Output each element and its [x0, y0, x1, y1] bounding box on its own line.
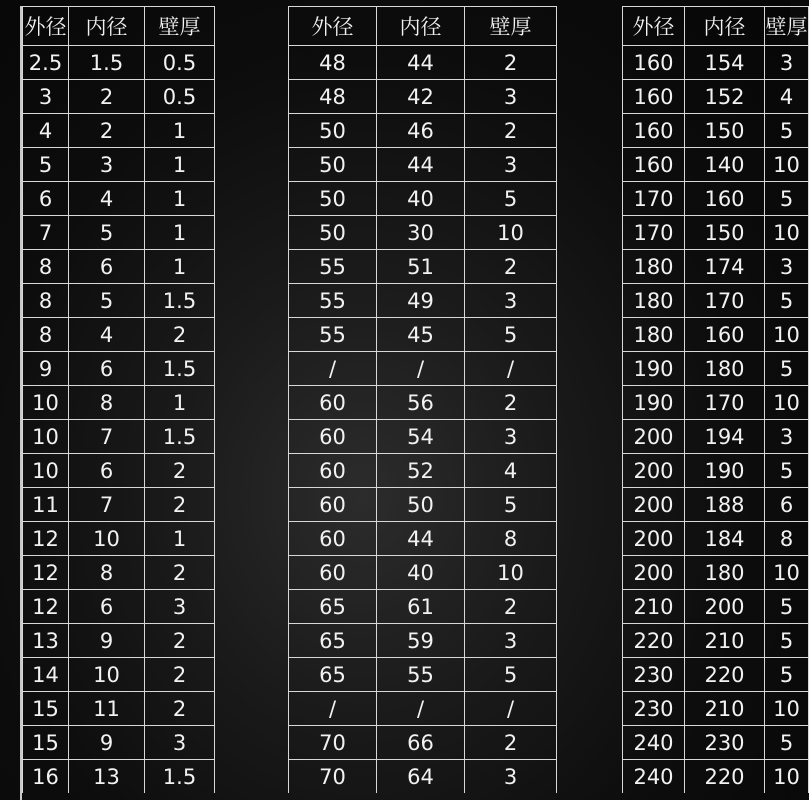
cell-outer-diameter-group3: 240 — [623, 760, 685, 794]
cell-outer-diameter-group2: 55 — [289, 318, 377, 352]
table-row — [23, 284, 809, 318]
cell-inner-diameter-group2: / — [377, 692, 465, 726]
cell-outer-diameter-group2: 50 — [289, 216, 377, 250]
table-row — [23, 420, 809, 454]
cell-inner-diameter-group3: 200 — [685, 590, 765, 624]
cell-inner-diameter-group2: 44 — [377, 522, 465, 556]
cell-inner-diameter-group3: 170 — [685, 386, 765, 420]
cell-inner-diameter-group1: 8 — [69, 556, 145, 590]
table-row — [23, 624, 809, 658]
cell-wall-thickness-group3: 5 — [765, 284, 809, 318]
cell-inner-diameter-group3: 160 — [685, 182, 765, 216]
cell-wall-thickness-group3: 10 — [765, 760, 809, 794]
cell-wall-thickness-group2: / — [465, 692, 557, 726]
table-row — [23, 488, 809, 522]
cell-wall-thickness-group2: 3 — [465, 760, 557, 794]
cell-wall-thickness-group2: 3 — [465, 148, 557, 182]
cell-wall-thickness-group1: 2 — [145, 488, 215, 522]
cell-wall-thickness-group3: 6 — [765, 488, 809, 522]
cell-inner-diameter-group3: 160 — [685, 318, 765, 352]
cell-wall-thickness-group3: 10 — [765, 692, 809, 726]
cell-wall-thickness-group1: 2 — [145, 658, 215, 692]
cell-outer-diameter-group2: 60 — [289, 386, 377, 420]
cell-inner-diameter-group1: 5 — [69, 216, 145, 250]
cell-inner-diameter-group3: 210 — [685, 692, 765, 726]
table-row — [23, 760, 809, 794]
cell-inner-diameter-group2: 30 — [377, 216, 465, 250]
cell-wall-thickness-group1: 3 — [145, 726, 215, 760]
cell-inner-diameter-group3: 220 — [685, 760, 765, 794]
cell-inner-diameter-group1: 2 — [69, 114, 145, 148]
cell-outer-diameter-group3: 190 — [623, 352, 685, 386]
group-separator — [557, 624, 623, 658]
cell-outer-diameter-group1: 5 — [23, 148, 69, 182]
cell-outer-diameter-group1: 12 — [23, 590, 69, 624]
cell-inner-diameter-group1: 2 — [69, 80, 145, 114]
table-row — [23, 80, 809, 114]
cell-wall-thickness-group1: 1.5 — [145, 284, 215, 318]
group-separator — [557, 114, 623, 148]
group-separator — [215, 182, 289, 216]
group-separator — [557, 250, 623, 284]
header-outer-diameter-group3: 外径 — [623, 7, 685, 46]
cell-wall-thickness-group2: 2 — [465, 250, 557, 284]
group-separator — [557, 7, 623, 46]
cell-wall-thickness-group1: 1 — [145, 522, 215, 556]
header-inner-diameter-group1: 内径 — [69, 7, 145, 46]
group-separator — [215, 7, 289, 46]
group-separator — [557, 386, 623, 420]
cell-outer-diameter-group1: 15 — [23, 726, 69, 760]
cell-wall-thickness-group3: 8 — [765, 522, 809, 556]
cell-inner-diameter-group1: 6 — [69, 250, 145, 284]
cell-inner-diameter-group2: 54 — [377, 420, 465, 454]
header-row — [23, 7, 809, 46]
group-separator — [557, 318, 623, 352]
cell-wall-thickness-group1: 3 — [145, 590, 215, 624]
cell-outer-diameter-group3: 160 — [623, 46, 685, 80]
cell-wall-thickness-group1: 2 — [145, 624, 215, 658]
group-separator — [215, 726, 289, 760]
cell-outer-diameter-group2: 48 — [289, 80, 377, 114]
cell-wall-thickness-group1: 0.5 — [145, 46, 215, 80]
cell-wall-thickness-group3: 10 — [765, 216, 809, 250]
cell-wall-thickness-group3: 5 — [765, 114, 809, 148]
cell-outer-diameter-group2: 70 — [289, 760, 377, 794]
cell-wall-thickness-group2: 2 — [465, 726, 557, 760]
cell-inner-diameter-group3: 170 — [685, 284, 765, 318]
cell-outer-diameter-group3: 220 — [623, 624, 685, 658]
cell-inner-diameter-group2: 59 — [377, 624, 465, 658]
cell-outer-diameter-group2: / — [289, 692, 377, 726]
table-row — [23, 148, 809, 182]
cell-wall-thickness-group2: 10 — [465, 556, 557, 590]
cell-inner-diameter-group2: 56 — [377, 386, 465, 420]
cell-inner-diameter-group3: 180 — [685, 352, 765, 386]
cell-outer-diameter-group2: 55 — [289, 284, 377, 318]
cell-outer-diameter-group2: 48 — [289, 46, 377, 80]
cell-outer-diameter-group1: 12 — [23, 556, 69, 590]
cell-inner-diameter-group2: 50 — [377, 488, 465, 522]
cell-wall-thickness-group1: 1 — [145, 250, 215, 284]
group-separator — [215, 318, 289, 352]
cell-inner-diameter-group1: 6 — [69, 590, 145, 624]
table-body — [23, 7, 809, 794]
cell-wall-thickness-group1: 1 — [145, 114, 215, 148]
cell-outer-diameter-group2: 50 — [289, 182, 377, 216]
cell-outer-diameter-group1: 16 — [23, 760, 69, 794]
cell-wall-thickness-group3: 10 — [765, 148, 809, 182]
cell-inner-diameter-group2: 66 — [377, 726, 465, 760]
cell-outer-diameter-group3: 200 — [623, 454, 685, 488]
cell-inner-diameter-group1: 7 — [69, 488, 145, 522]
cell-wall-thickness-group3: 5 — [765, 658, 809, 692]
table-row — [23, 250, 809, 284]
cell-inner-diameter-group3: 150 — [685, 216, 765, 250]
group-separator — [215, 590, 289, 624]
cell-wall-thickness-group1: 1.5 — [145, 420, 215, 454]
group-separator — [557, 760, 623, 794]
cell-wall-thickness-group1: 1 — [145, 216, 215, 250]
cell-outer-diameter-group2: 60 — [289, 556, 377, 590]
cell-wall-thickness-group1: 2 — [145, 556, 215, 590]
cell-outer-diameter-group3: 160 — [623, 114, 685, 148]
cell-inner-diameter-group3: 220 — [685, 658, 765, 692]
group-separator — [215, 692, 289, 726]
group-separator — [215, 624, 289, 658]
group-separator — [557, 284, 623, 318]
group-separator — [215, 46, 289, 80]
cell-inner-diameter-group1: 7 — [69, 420, 145, 454]
table-row — [23, 352, 809, 386]
group-separator — [557, 454, 623, 488]
group-separator — [215, 760, 289, 794]
header-inner-diameter-group3: 内径 — [685, 7, 765, 46]
header-outer-diameter-group1: 外径 — [23, 7, 69, 46]
cell-inner-diameter-group2: 52 — [377, 454, 465, 488]
cell-inner-diameter-group1: 6 — [69, 352, 145, 386]
table-row — [23, 216, 809, 250]
cell-outer-diameter-group3: 200 — [623, 488, 685, 522]
cell-inner-diameter-group3: 210 — [685, 624, 765, 658]
cell-outer-diameter-group1: 14 — [23, 658, 69, 692]
cell-inner-diameter-group2: 51 — [377, 250, 465, 284]
cell-wall-thickness-group1: 0.5 — [145, 80, 215, 114]
cell-wall-thickness-group2: 5 — [465, 182, 557, 216]
group-separator — [215, 658, 289, 692]
cell-outer-diameter-group3: 200 — [623, 556, 685, 590]
group-separator — [215, 284, 289, 318]
cell-inner-diameter-group2: 45 — [377, 318, 465, 352]
cell-wall-thickness-group2: 3 — [465, 420, 557, 454]
cell-wall-thickness-group3: 3 — [765, 250, 809, 284]
cell-inner-diameter-group2: 64 — [377, 760, 465, 794]
table-row — [23, 658, 809, 692]
cell-inner-diameter-group2: 40 — [377, 556, 465, 590]
cell-inner-diameter-group1: 6 — [69, 454, 145, 488]
cell-wall-thickness-group3: 4 — [765, 80, 809, 114]
pipe-dimension-table — [22, 6, 809, 793]
cell-wall-thickness-group3: 5 — [765, 352, 809, 386]
cell-inner-diameter-group1: 11 — [69, 692, 145, 726]
cell-inner-diameter-group2: / — [377, 352, 465, 386]
cell-outer-diameter-group3: 170 — [623, 182, 685, 216]
header-wall-thickness-group3: 壁厚 — [765, 7, 809, 46]
cell-wall-thickness-group1: 2 — [145, 318, 215, 352]
cell-outer-diameter-group1: 2.5 — [23, 46, 69, 80]
cell-outer-diameter-group3: 230 — [623, 692, 685, 726]
cell-wall-thickness-group1: 1 — [145, 386, 215, 420]
cell-inner-diameter-group3: 194 — [685, 420, 765, 454]
table-row — [23, 386, 809, 420]
cell-outer-diameter-group1: 15 — [23, 692, 69, 726]
cell-wall-thickness-group3: 3 — [765, 46, 809, 80]
group-separator — [557, 46, 623, 80]
group-separator — [215, 556, 289, 590]
group-separator — [215, 420, 289, 454]
cell-inner-diameter-group3: 140 — [685, 148, 765, 182]
cell-outer-diameter-group3: 230 — [623, 658, 685, 692]
header-outer-diameter-group2: 外径 — [289, 7, 377, 46]
cell-outer-diameter-group2: 60 — [289, 420, 377, 454]
cell-wall-thickness-group2: 5 — [465, 318, 557, 352]
cell-wall-thickness-group2: 2 — [465, 114, 557, 148]
group-separator — [215, 148, 289, 182]
cell-outer-diameter-group1: 8 — [23, 284, 69, 318]
group-separator — [215, 114, 289, 148]
cell-inner-diameter-group3: 150 — [685, 114, 765, 148]
cell-outer-diameter-group1: 7 — [23, 216, 69, 250]
cell-outer-diameter-group1: 10 — [23, 454, 69, 488]
cell-wall-thickness-group3: 5 — [765, 454, 809, 488]
cell-outer-diameter-group1: 12 — [23, 522, 69, 556]
cell-outer-diameter-group2: 60 — [289, 488, 377, 522]
cell-wall-thickness-group1: 2 — [145, 692, 215, 726]
table-row — [23, 590, 809, 624]
cell-inner-diameter-group3: 174 — [685, 250, 765, 284]
group-separator — [215, 386, 289, 420]
cell-inner-diameter-group1: 3 — [69, 148, 145, 182]
cell-inner-diameter-group2: 44 — [377, 46, 465, 80]
table-row — [23, 182, 809, 216]
group-separator — [557, 216, 623, 250]
cell-wall-thickness-group1: 1.5 — [145, 760, 215, 794]
group-separator — [557, 590, 623, 624]
cell-inner-diameter-group1: 10 — [69, 658, 145, 692]
cell-wall-thickness-group2: 5 — [465, 488, 557, 522]
cell-inner-diameter-group2: 55 — [377, 658, 465, 692]
cell-outer-diameter-group2: 50 — [289, 114, 377, 148]
cell-inner-diameter-group1: 13 — [69, 760, 145, 794]
cell-outer-diameter-group2: 65 — [289, 590, 377, 624]
cell-outer-diameter-group2: 65 — [289, 624, 377, 658]
table-row — [23, 318, 809, 352]
cell-outer-diameter-group3: 180 — [623, 284, 685, 318]
cell-wall-thickness-group2: 2 — [465, 590, 557, 624]
group-separator — [215, 80, 289, 114]
cell-outer-diameter-group2: 65 — [289, 658, 377, 692]
cell-inner-diameter-group1: 4 — [69, 182, 145, 216]
cell-outer-diameter-group1: 10 — [23, 420, 69, 454]
cell-outer-diameter-group2: 55 — [289, 250, 377, 284]
cell-outer-diameter-group1: 13 — [23, 624, 69, 658]
cell-wall-thickness-group1: 1 — [145, 182, 215, 216]
cell-outer-diameter-group2: / — [289, 352, 377, 386]
table-row — [23, 726, 809, 760]
cell-wall-thickness-group3: 5 — [765, 726, 809, 760]
cell-wall-thickness-group2: 2 — [465, 386, 557, 420]
cell-inner-diameter-group1: 1.5 — [69, 46, 145, 80]
cell-inner-diameter-group3: 180 — [685, 556, 765, 590]
cell-wall-thickness-group2: / — [465, 352, 557, 386]
cell-outer-diameter-group2: 50 — [289, 148, 377, 182]
group-separator — [557, 692, 623, 726]
cell-outer-diameter-group1: 3 — [23, 80, 69, 114]
group-separator — [215, 488, 289, 522]
cell-outer-diameter-group1: 8 — [23, 318, 69, 352]
cell-inner-diameter-group1: 5 — [69, 284, 145, 318]
cell-outer-diameter-group3: 170 — [623, 216, 685, 250]
cell-wall-thickness-group3: 5 — [765, 182, 809, 216]
cell-inner-diameter-group1: 10 — [69, 522, 145, 556]
cell-outer-diameter-group3: 190 — [623, 386, 685, 420]
cell-wall-thickness-group2: 3 — [465, 284, 557, 318]
cell-outer-diameter-group3: 160 — [623, 80, 685, 114]
cell-outer-diameter-group3: 210 — [623, 590, 685, 624]
group-separator — [215, 454, 289, 488]
group-separator — [557, 148, 623, 182]
group-separator — [557, 80, 623, 114]
group-separator — [215, 216, 289, 250]
cell-wall-thickness-group3: 5 — [765, 624, 809, 658]
table-row — [23, 114, 809, 148]
group-separator — [557, 352, 623, 386]
cell-inner-diameter-group1: 8 — [69, 386, 145, 420]
cell-outer-diameter-group2: 60 — [289, 522, 377, 556]
cell-outer-diameter-group1: 10 — [23, 386, 69, 420]
table-row — [23, 46, 809, 80]
group-separator — [557, 182, 623, 216]
cell-outer-diameter-group2: 70 — [289, 726, 377, 760]
cell-outer-diameter-group3: 240 — [623, 726, 685, 760]
group-separator — [557, 522, 623, 556]
cell-outer-diameter-group1: 8 — [23, 250, 69, 284]
cell-outer-diameter-group3: 200 — [623, 420, 685, 454]
cell-inner-diameter-group2: 40 — [377, 182, 465, 216]
cell-inner-diameter-group2: 46 — [377, 114, 465, 148]
cell-inner-diameter-group1: 9 — [69, 624, 145, 658]
cell-inner-diameter-group2: 49 — [377, 284, 465, 318]
group-separator — [557, 488, 623, 522]
cell-wall-thickness-group1: 1.5 — [145, 352, 215, 386]
cell-outer-diameter-group3: 180 — [623, 318, 685, 352]
cell-wall-thickness-group2: 3 — [465, 624, 557, 658]
group-separator — [557, 420, 623, 454]
group-separator — [557, 726, 623, 760]
cell-outer-diameter-group3: 180 — [623, 250, 685, 284]
cell-wall-thickness-group3: 10 — [765, 386, 809, 420]
cell-wall-thickness-group2: 8 — [465, 522, 557, 556]
cell-inner-diameter-group3: 190 — [685, 454, 765, 488]
cell-inner-diameter-group1: 9 — [69, 726, 145, 760]
table-row — [23, 522, 809, 556]
cell-outer-diameter-group3: 160 — [623, 148, 685, 182]
cell-wall-thickness-group2: 10 — [465, 216, 557, 250]
group-separator — [215, 522, 289, 556]
cell-inner-diameter-group2: 44 — [377, 148, 465, 182]
group-separator — [215, 250, 289, 284]
header-wall-thickness-group1: 壁厚 — [145, 7, 215, 46]
cell-outer-diameter-group1: 4 — [23, 114, 69, 148]
header-inner-diameter-group2: 内径 — [377, 7, 465, 46]
cell-wall-thickness-group2: 2 — [465, 46, 557, 80]
cell-outer-diameter-group1: 11 — [23, 488, 69, 522]
table-row — [23, 454, 809, 488]
cell-wall-thickness-group2: 3 — [465, 80, 557, 114]
cell-wall-thickness-group2: 5 — [465, 658, 557, 692]
cell-outer-diameter-group2: 60 — [289, 454, 377, 488]
cell-inner-diameter-group3: 230 — [685, 726, 765, 760]
header-wall-thickness-group2: 壁厚 — [465, 7, 557, 46]
cell-wall-thickness-group1: 2 — [145, 454, 215, 488]
group-separator — [557, 556, 623, 590]
cell-wall-thickness-group2: 4 — [465, 454, 557, 488]
cell-inner-diameter-group2: 42 — [377, 80, 465, 114]
cell-inner-diameter-group1: 4 — [69, 318, 145, 352]
cell-inner-diameter-group3: 188 — [685, 488, 765, 522]
table-row — [23, 556, 809, 590]
group-separator — [557, 658, 623, 692]
cell-inner-diameter-group3: 152 — [685, 80, 765, 114]
cell-wall-thickness-group3: 3 — [765, 420, 809, 454]
cell-outer-diameter-group1: 6 — [23, 182, 69, 216]
cell-wall-thickness-group1: 1 — [145, 148, 215, 182]
cell-outer-diameter-group3: 200 — [623, 522, 685, 556]
cell-inner-diameter-group3: 184 — [685, 522, 765, 556]
cell-inner-diameter-group3: 154 — [685, 46, 765, 80]
cell-inner-diameter-group2: 61 — [377, 590, 465, 624]
cell-wall-thickness-group3: 10 — [765, 318, 809, 352]
cell-wall-thickness-group3: 10 — [765, 556, 809, 590]
cell-wall-thickness-group3: 5 — [765, 590, 809, 624]
table-row — [23, 692, 809, 726]
cell-outer-diameter-group1: 9 — [23, 352, 69, 386]
group-separator — [215, 352, 289, 386]
